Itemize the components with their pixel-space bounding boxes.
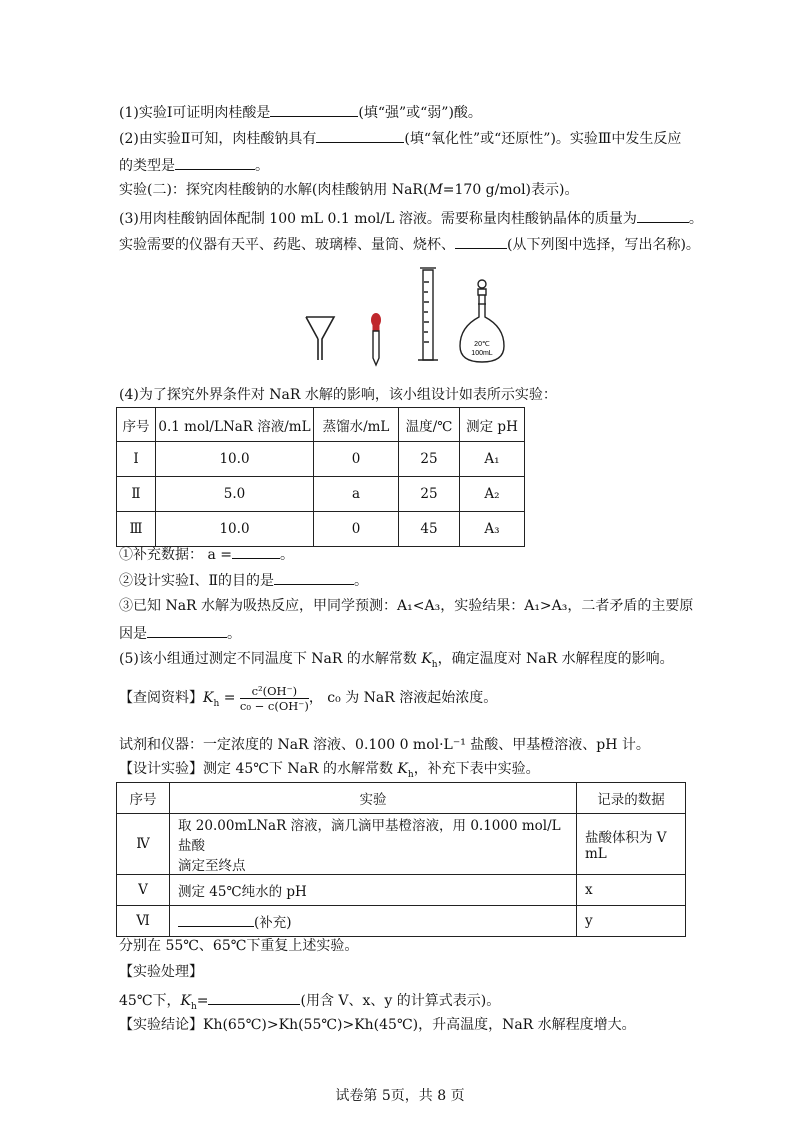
design-heading: 【设计实验】测定 45℃下 NaR 的水解常数 $K_h$，补充下表中实验。 xyxy=(119,761,540,780)
table-row: Ⅲ 10.0 0 45 A₃ xyxy=(117,512,525,547)
answer-blank xyxy=(232,544,280,559)
table-row: Ⅳ 取 20.00mLNaR 溶液，滴几滴甲基橙溶液，用 0.1000 mol/L 盐酸 滴定至终点 盐酸体积为 V mL xyxy=(117,814,686,875)
repeat-text: 分别在 55℃、65℃下重复上述实验。 xyxy=(119,938,359,954)
experiment-table-1 xyxy=(116,407,525,547)
question-5: (5)该小组通过测定不同温度下 NaR 的水解常数 $K_h$，确定温度对 NaR 水解程度的影响。 xyxy=(119,651,674,670)
answer-blank xyxy=(147,623,227,638)
table-row: Ⅵ (补充) y xyxy=(117,906,686,937)
question-4-part-3-line2: 因是 。 xyxy=(119,623,241,643)
processing-heading: 【实验处理】 xyxy=(119,964,203,980)
question-3-line2: 实验需要的仪器有天平、药匙、玻璃棒、量筒、烧杯、 (从下列图中选择，写出名称)。 xyxy=(119,234,700,254)
question-3: (3)用肉桂酸钠固体配制 100 mL 0.1 mol/L 溶液。需要称量肉桂酸钠晶体的质量为 。 xyxy=(119,208,703,228)
answer-blank xyxy=(316,128,404,143)
reagents-text: 试剂和仪器：一定浓度的 NaR 溶液、0.100 0 mol·L⁻¹ 盐酸、甲基橙溶液、pH 计。 xyxy=(119,737,650,753)
table-row: Ⅰ 10.0 0 25 A₁ xyxy=(117,442,525,477)
experiment-2-heading: 实验(二)：探究肉桂酸钠的水解(肉桂酸钠用 NaR(M=170 g/mol)表示)。 xyxy=(119,182,579,198)
table-header: 序号 0.1 mol/LNaR 溶液/mL 蒸馏水/mL 温度/℃ 测定 pH xyxy=(117,408,525,442)
processing-formula: 45℃下，$K_h=$ (用含 V、x、y 的计算式表示)。 xyxy=(119,990,500,1016)
question-4-part-3: ③已知 NaR 水解为吸热反应，甲同学预测：A₁<A₃，实验结果：A₁>A₃，二者矛盾的主要原 xyxy=(119,598,694,614)
table-row: Ⅴ 测定 45℃纯水的 pH x xyxy=(117,875,686,906)
table-header: 序号 实验 记录的数据 xyxy=(117,783,686,814)
hydrolysis-constant-fraction: $\frac{\text{c²(OH⁻)}}{\text{c₀ − c(OH⁻)}}$ xyxy=(239,683,309,713)
question-4-part-2: ②设计实验Ⅰ、Ⅱ的目的是 。 xyxy=(119,570,368,590)
question-4-part-1: ①补充数据： a = 。 xyxy=(119,544,294,564)
question-4: (4)为了探究外界条件对 NaR 水解的影响，该小组设计如表所示实验： xyxy=(119,387,557,403)
page-footer: 试卷第 5页，共 8 页 xyxy=(335,1088,465,1104)
apparatus-figure xyxy=(300,262,510,372)
flask-volume-label: 100mL xyxy=(471,350,493,357)
answer-blank xyxy=(178,912,254,927)
answer-blank xyxy=(175,155,255,170)
flask-temp-label: 20℃ xyxy=(474,341,490,348)
answer-blank xyxy=(274,570,354,585)
reference-formula: 【查阅资料】$K_h$ = $\frac{\text{c²(OH⁻)}}{\text{c₀ − c(OH⁻)}}$ ， c₀ 为 NaR 溶液起始浓度。 xyxy=(119,683,498,713)
experiment-table-2 xyxy=(116,782,686,937)
answer-blank xyxy=(208,990,300,1005)
question-2-line2: 的类型是 。 xyxy=(119,155,269,175)
graduated-cylinder-icon xyxy=(418,268,438,360)
question-1: (1)实验Ⅰ可证明肉桂酸是 (填“强”或“弱”)酸。 xyxy=(119,102,482,122)
question-2: (2)由实验Ⅱ可知，肉桂酸钠具有 (填“氧化性”或“还原性”)。实验Ⅲ中发生反应 xyxy=(119,128,681,148)
funnel-icon xyxy=(306,317,334,360)
conclusion-text: 【实验结论】Kh(65℃)>Kh(55℃)>Kh(45℃)，升高温度，NaR 水解程度增大。 xyxy=(119,1017,636,1033)
answer-blank xyxy=(455,234,507,249)
dropper-icon xyxy=(371,313,381,365)
table-row: Ⅱ 5.0 a 25 A₂ xyxy=(117,477,525,512)
answer-blank xyxy=(270,102,358,117)
answer-blank xyxy=(637,208,689,223)
